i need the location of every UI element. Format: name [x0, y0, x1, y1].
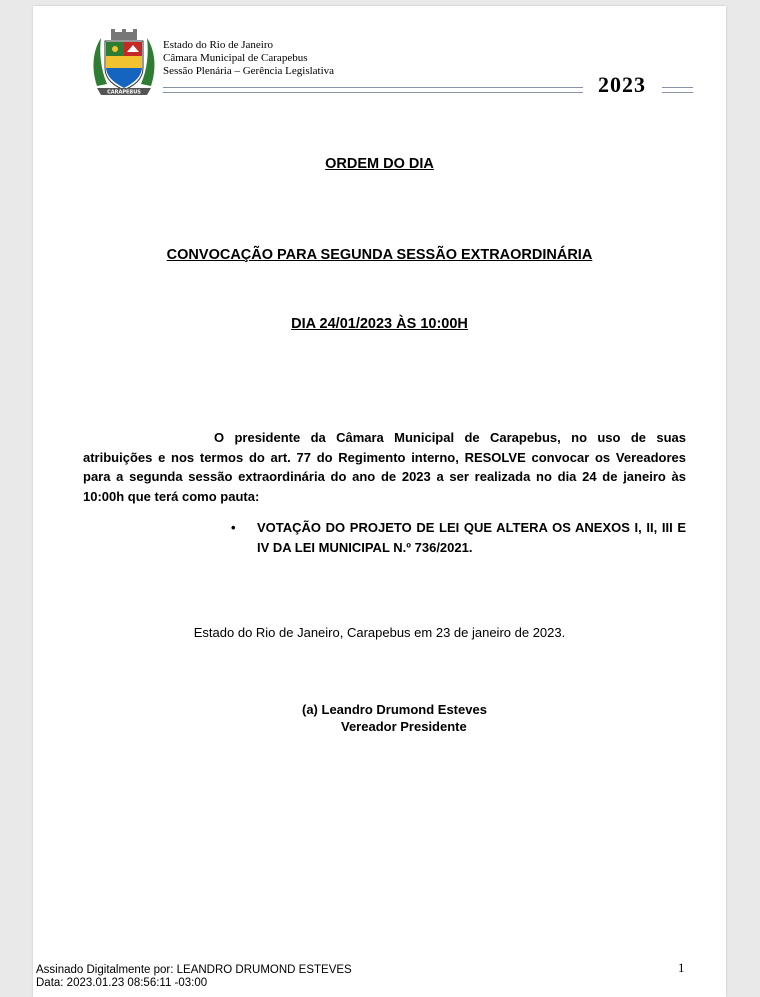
bullet-icon: •: [231, 520, 236, 535]
svg-text:CARAPEBUS: CARAPEBUS: [107, 89, 141, 96]
signature-name: (a) Leandro Drumond Esteves: [302, 702, 487, 717]
header-chamber: Câmara Municipal de Carapebus: [163, 52, 308, 64]
digital-signature-footer: [36, 964, 352, 990]
document-subtitle: CONVOCAÇÃO PARA SEGUNDA SESSÃO EXTRAORDINÁRIA: [166, 247, 593, 263]
digital-signature-date: Data: 2023.01.23 08:56:11 -03:00: [36, 977, 208, 989]
page-number: 1: [678, 960, 685, 975]
session-date-line: DIA 24/01/2023 ÀS 10:00H: [291, 316, 468, 332]
header-year: 2023: [598, 72, 646, 97]
digital-signature-signer: Assinado Digitalmente por: LEANDRO DRUMOND ESTEVES: [36, 964, 352, 976]
convocation-paragraph: O presidente da Câmara Municipal de Carapebus, no uso de suas atribuições e nos termos do art. 77 do Regimento interno, RESOLVE convocar os Vereadores para a segunda sessão extraordinária do ano de 2023 a ser realizada no dia 24 de janeiro às 10:00h que terá como pauta:: [83, 430, 686, 504]
header-rule-right: [662, 87, 693, 93]
agenda-item-text: VOTAÇÃO DO PROJETO DE LEI QUE ALTERA OS ANEXOS I, II, III E IV DA LEI MUNICIPAL N.º 736/2021.: [257, 520, 686, 555]
document-page: [33, 6, 726, 997]
header-state: Estado do Rio de Janeiro: [163, 39, 273, 51]
municipal-coat-of-arms-logo: [91, 28, 157, 98]
place-and-date: Estado do Rio de Janeiro, Carapebus em 23 de janeiro de 2023.: [193, 625, 566, 640]
agenda-item: [231, 518, 686, 557]
signature-role: Vereador Presidente: [341, 719, 467, 734]
document-title: ORDEM DO DIA: [325, 156, 434, 172]
header-rule-left: [163, 87, 583, 93]
header-department: Sessão Plenária – Gerência Legislativa: [163, 65, 335, 77]
header-text-block: [163, 39, 334, 78]
